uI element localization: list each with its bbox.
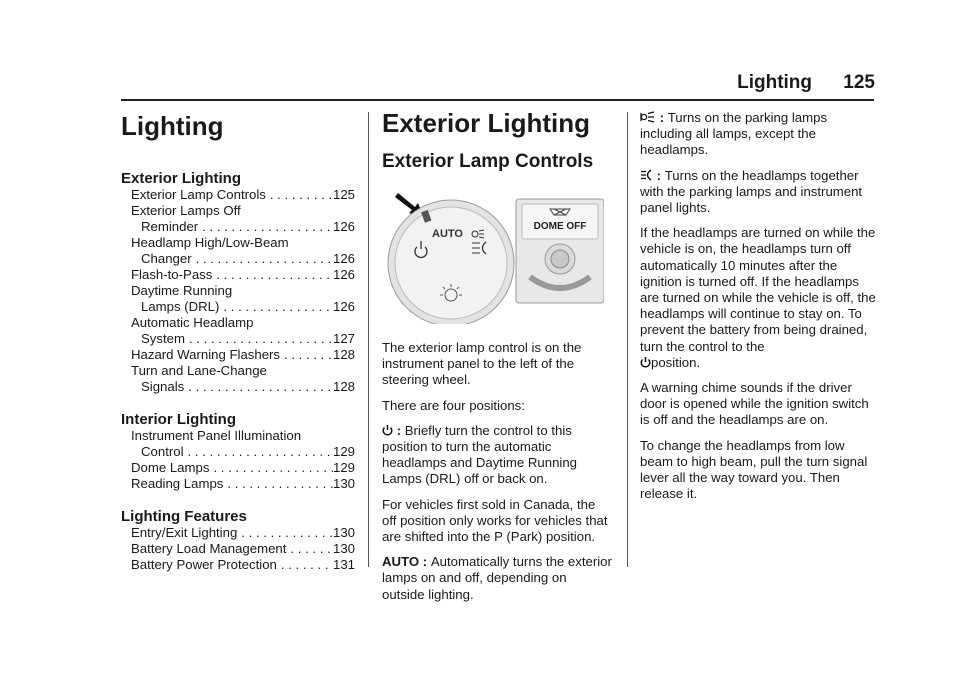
off-position-paragraph xyxy=(382,423,612,488)
toc-leader-dots xyxy=(184,379,333,395)
toc-entry[interactable] xyxy=(131,187,355,203)
toc-leader-dots xyxy=(219,299,333,315)
toc-entry-title-line: Headlamp High/Low-Beam xyxy=(131,235,289,250)
body-paragraph: To change the headlamps from low beam to high beam, pull the turn signal lever all the way toward you. Then release it. xyxy=(640,437,868,502)
header-section: Lighting xyxy=(737,72,813,93)
toc-entry[interactable] xyxy=(131,460,355,476)
headlamp-icon xyxy=(640,169,653,181)
toc-leader-dots xyxy=(286,541,333,557)
toc-page-number: 130 xyxy=(332,525,355,540)
toc-leader-dots xyxy=(237,525,333,541)
auto-label: AUTO : xyxy=(382,554,431,570)
toc-entry[interactable] xyxy=(131,476,355,492)
section-title: Exterior Lighting xyxy=(382,108,590,138)
toc-entry-title: System xyxy=(141,331,185,346)
toc-group xyxy=(121,525,355,573)
toc-entry[interactable] xyxy=(131,219,355,235)
toc-entry[interactable] xyxy=(131,251,355,267)
toc-column xyxy=(121,108,355,573)
toc-leader-dots xyxy=(192,251,333,267)
toc-entry-title: Signals xyxy=(141,379,185,394)
toc-leader-dots xyxy=(212,267,333,283)
headlamp-knob xyxy=(388,200,514,324)
toc-entry[interactable] xyxy=(131,347,355,363)
toc-entry[interactable] xyxy=(131,541,355,557)
auto-position-paragraph xyxy=(382,554,612,603)
power-off-icon xyxy=(640,356,651,368)
auto-off-end: position. xyxy=(651,354,701,370)
toc-leader-dots xyxy=(198,219,333,235)
toc-page-number: 128 xyxy=(332,379,355,394)
toc-page-number: 130 xyxy=(332,541,355,556)
toc-entry-title-line: Exterior Lamps Off xyxy=(131,203,241,218)
toc-group xyxy=(121,428,355,492)
toc-group xyxy=(121,187,355,395)
header-rule xyxy=(121,99,874,101)
toc-leader-dots xyxy=(223,476,333,492)
toc-entry-title: Hazard Warning Flashers xyxy=(131,347,281,362)
chapter-title: Lighting xyxy=(121,111,224,141)
parking-text: Turns on the parking lamps including all lamps, except the headlamps. xyxy=(640,110,828,158)
toc-entry-title-line: Instrument Panel Illumination xyxy=(131,428,302,443)
toc-page-number: 130 xyxy=(332,476,355,491)
toc-leader-dots xyxy=(277,557,333,573)
parking-lamp-paragraph xyxy=(640,110,876,159)
parking-label: : xyxy=(656,110,668,125)
toc-list xyxy=(121,170,355,573)
toc-entry-title-line: Turn and Lane-Change xyxy=(131,363,267,378)
toc-entry-title: Exterior Lamp Controls xyxy=(131,187,266,202)
toc-leader-dots xyxy=(209,460,333,476)
lamp-control-illustration xyxy=(382,187,604,324)
toc-entry-title: Reminder xyxy=(141,219,199,234)
toc-leader-dots xyxy=(280,347,333,363)
toc-entry[interactable] xyxy=(131,267,355,283)
dome-lamp-panel xyxy=(516,199,604,303)
toc-entry-title: Reading Lamps xyxy=(131,476,224,491)
subsection-title: Exterior Lamp Controls xyxy=(382,151,594,172)
toc-page-number: 125 xyxy=(332,187,355,202)
power-off-icon xyxy=(382,424,393,436)
column-divider-2 xyxy=(627,112,628,567)
header-page-number: 125 xyxy=(843,72,875,93)
toc-entry[interactable] xyxy=(131,299,355,315)
toc-page-number: 126 xyxy=(332,267,355,282)
toc-entry-title: Control xyxy=(141,444,184,459)
body-paragraph: A warning chime sounds if the driver door is opened while the ignition switch is off and the headlamps are on. xyxy=(640,380,869,428)
toc-entry-title: Battery Load Management xyxy=(131,541,287,556)
column-2 xyxy=(382,108,612,612)
lamp-control-figure xyxy=(382,187,604,324)
body-paragraph: For vehicles first sold in Canada, the off position only works for vehicles that are shifted into the P (Park) position. xyxy=(382,496,608,545)
running-header xyxy=(737,72,875,94)
toc-entry-title: Battery Power Protection xyxy=(131,557,277,572)
toc-page-number: 126 xyxy=(332,219,355,234)
toc-leader-dots xyxy=(184,444,333,460)
off-text: Briefly turn the control to this position to turn the automatic headlamps and Daytime Running Lamps (DRL) off or back on. xyxy=(382,422,577,487)
toc-group-heading: Lighting Features xyxy=(121,508,247,525)
toc-entry-title: Flash-to-Pass xyxy=(131,267,213,282)
toc-page-number: 126 xyxy=(332,299,355,314)
toc-entry[interactable] xyxy=(131,379,355,395)
toc-entry-title-line: Daytime Running xyxy=(131,283,233,298)
headlamp-paragraph xyxy=(640,168,876,217)
toc-leader-dots xyxy=(266,187,333,203)
toc-entry-title: Changer xyxy=(141,251,192,266)
toc-entry-title: Lamps (DRL) xyxy=(141,299,220,314)
parking-lamp-icon xyxy=(640,111,656,123)
column-3 xyxy=(640,110,876,511)
toc-page-number: 126 xyxy=(332,251,355,266)
body-paragraph: There are four positions: xyxy=(382,397,525,413)
off-label: : xyxy=(393,422,405,438)
auto-off-text: If the headlamps are turned on while the vehicle is on, the headlamps turn off automatically 10 minutes after the ignition is turned off. If the headlamps are turned on while the vehicle is off, the headlamps will continue to stay on. To prevent the battery from being drained, turn the control to the xyxy=(640,225,876,354)
body-paragraph: The exterior lamp control is on the instrument panel to the left of the steering wheel. xyxy=(382,340,582,388)
toc-entry-title: Entry/Exit Lighting xyxy=(131,525,238,540)
toc-page-number: 129 xyxy=(332,460,355,475)
auto-text: Automatically turns the exterior lamps on and off, depending on outside lighting. xyxy=(382,554,612,602)
toc-entry[interactable] xyxy=(131,557,355,573)
dome-off-label: DOME OFF xyxy=(533,221,587,232)
toc-leader-dots xyxy=(185,331,333,347)
headlamp-label: : xyxy=(653,167,665,183)
headlamp-text: Turns on the headlamps together with the parking lamps and instrument panel lights. xyxy=(640,167,863,216)
toc-entry-title-line: Automatic Headlamp xyxy=(131,315,254,330)
toc-entry[interactable] xyxy=(131,331,355,347)
toc-group-heading: Exterior Lighting xyxy=(121,170,241,187)
toc-page-number: 128 xyxy=(332,347,355,362)
toc-group-heading: Interior Lighting xyxy=(121,411,236,428)
toc-page-number: 131 xyxy=(332,557,355,572)
auto-off-paragraph xyxy=(640,225,876,371)
toc-page-number: 127 xyxy=(332,331,355,346)
column-divider-1 xyxy=(368,112,369,567)
toc-page-number: 129 xyxy=(332,444,355,459)
toc-entry[interactable] xyxy=(131,525,355,541)
toc-entry-title: Dome Lamps xyxy=(131,460,210,475)
knob-auto-label: AUTO xyxy=(432,228,463,240)
toc-entry[interactable] xyxy=(131,444,355,460)
